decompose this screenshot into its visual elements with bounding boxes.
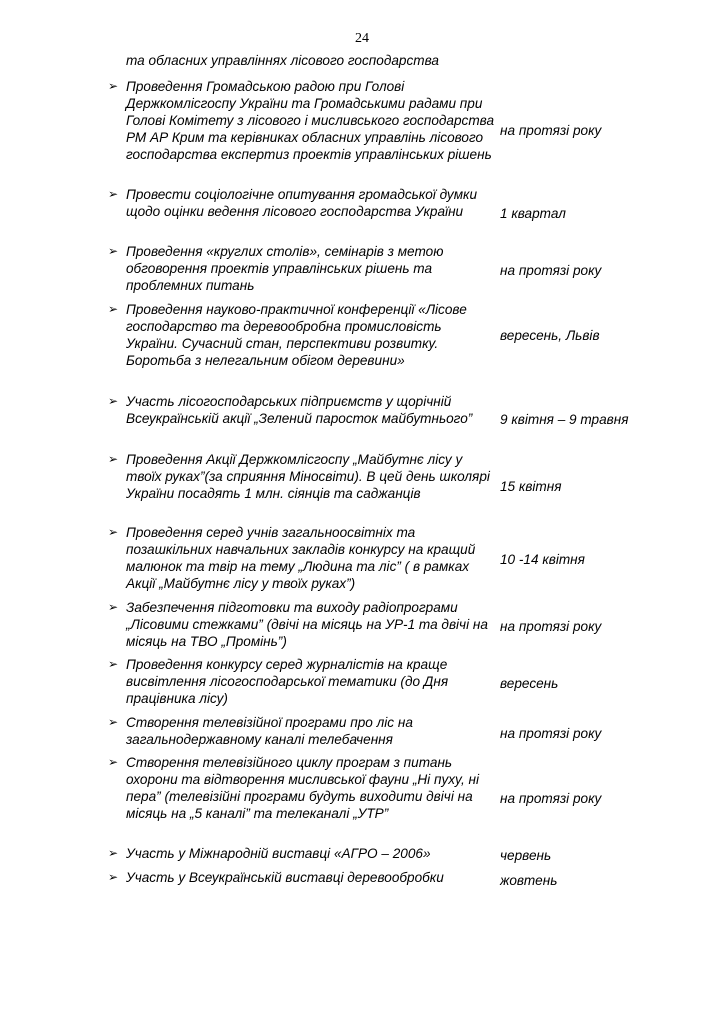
item-text: Проведення серед учнів загальноосвітніх та позашкільних навчальних закладів конкурсу на кращий малюнок та твір на тему „Людина та ліс” ( в рамках Акції „Майбутнє лісу у твоїх руках”) (126, 525, 476, 591)
item-date: на протязі року (500, 619, 602, 634)
arrow-bullet-icon: ➢ (108, 755, 119, 769)
item-date: жовтень (500, 873, 558, 888)
item-text: Провести соціологічне опитування громадської думки щодо оцінки ведення лісового господарства України (126, 187, 478, 219)
page-number: 24 (355, 31, 369, 46)
arrow-bullet-icon: ➢ (108, 302, 119, 316)
item-date: 1 квартал (500, 206, 566, 221)
item-text: Створення телевізійної програми про ліс на загальнодержавному каналі телебачення (126, 715, 413, 747)
arrow-bullet-icon: ➢ (108, 79, 119, 93)
item-date: вересень, Львів (500, 328, 600, 343)
item-date: на протязі року (500, 726, 602, 741)
arrow-bullet-icon: ➢ (108, 870, 119, 884)
item-text: Проведення науково-практичної конференції «Лісове господарство та деревообробна промисловість України. Сучасний стан, перспективи розвитку. Боротьба з нелегальним обігом деревини» (126, 302, 467, 368)
item-text: Створення телевізійного циклу програм з питань охорони та відтворення мисливської фауни „Ні пуху, ні пера” (телевізійні програми будуть виходити двічі на місяць на „5 каналі” та телеканалі „УТР” (126, 755, 479, 821)
item-date: 15 квітня (500, 479, 562, 494)
arrow-bullet-icon: ➢ (108, 846, 119, 860)
item-text: Проведення «круглих столів», семінарів з метою обговорення проектів управлінських рішень та проблемних питань (126, 244, 444, 293)
arrow-bullet-icon: ➢ (108, 452, 119, 466)
arrow-bullet-icon: ➢ (108, 394, 119, 408)
arrow-bullet-icon: ➢ (108, 715, 119, 729)
item-date: на протязі року (500, 791, 602, 806)
arrow-bullet-icon: ➢ (108, 187, 119, 201)
item-text: Проведення Акції Держкомлісгоспу „Майбутнє лісу у твоїх руках”(за сприяння Міносвіти). В цей день школярі України посадять 1 млн. сіянців та саджанців (126, 452, 490, 501)
continuation-text: та обласних управліннях лісового господарства (126, 53, 439, 68)
item-date: на протязі року (500, 263, 602, 278)
item-text: Участь лісогосподарських підприємств у щорічній Всеукраїнській акції „Зелений паросток майбутнього” (126, 394, 473, 426)
item-text: Участь у Міжнародній виставці «АГРО – 2006» (126, 846, 431, 861)
arrow-bullet-icon: ➢ (108, 657, 119, 671)
item-date: на протязі року (500, 123, 602, 138)
arrow-bullet-icon: ➢ (108, 244, 119, 258)
item-date: вересень (500, 676, 559, 691)
item-text: Участь у Всеукраїнській виставці деревообробки (126, 870, 444, 885)
item-date: червень (500, 848, 552, 863)
arrow-bullet-icon: ➢ (108, 525, 119, 539)
item-date: 9 квітня – 9 травня (500, 412, 629, 427)
item-date: 10 -14 квітня (500, 552, 585, 567)
item-text: Забезпечення підготовки та виходу радіопрограми „Лісовими стежками” (двічі на місяць на УР-1 та двічі на місяць на ТВО „Промінь”) (126, 600, 488, 649)
arrow-bullet-icon: ➢ (108, 600, 119, 614)
item-text: Проведення конкурсу серед журналістів на краще висвітлення лісогосподарської тематики (до Дня працівника лісу) (126, 657, 449, 706)
item-text: Проведення Громадською радою при Голові Держкомлісгоспу України та Громадськими радами при Голові Комітету з лісового і мисливського господарства РМ АР Крим та керівниках обласних управлінь лісового господарства експертиз проектів управлінських рішень (126, 79, 495, 162)
